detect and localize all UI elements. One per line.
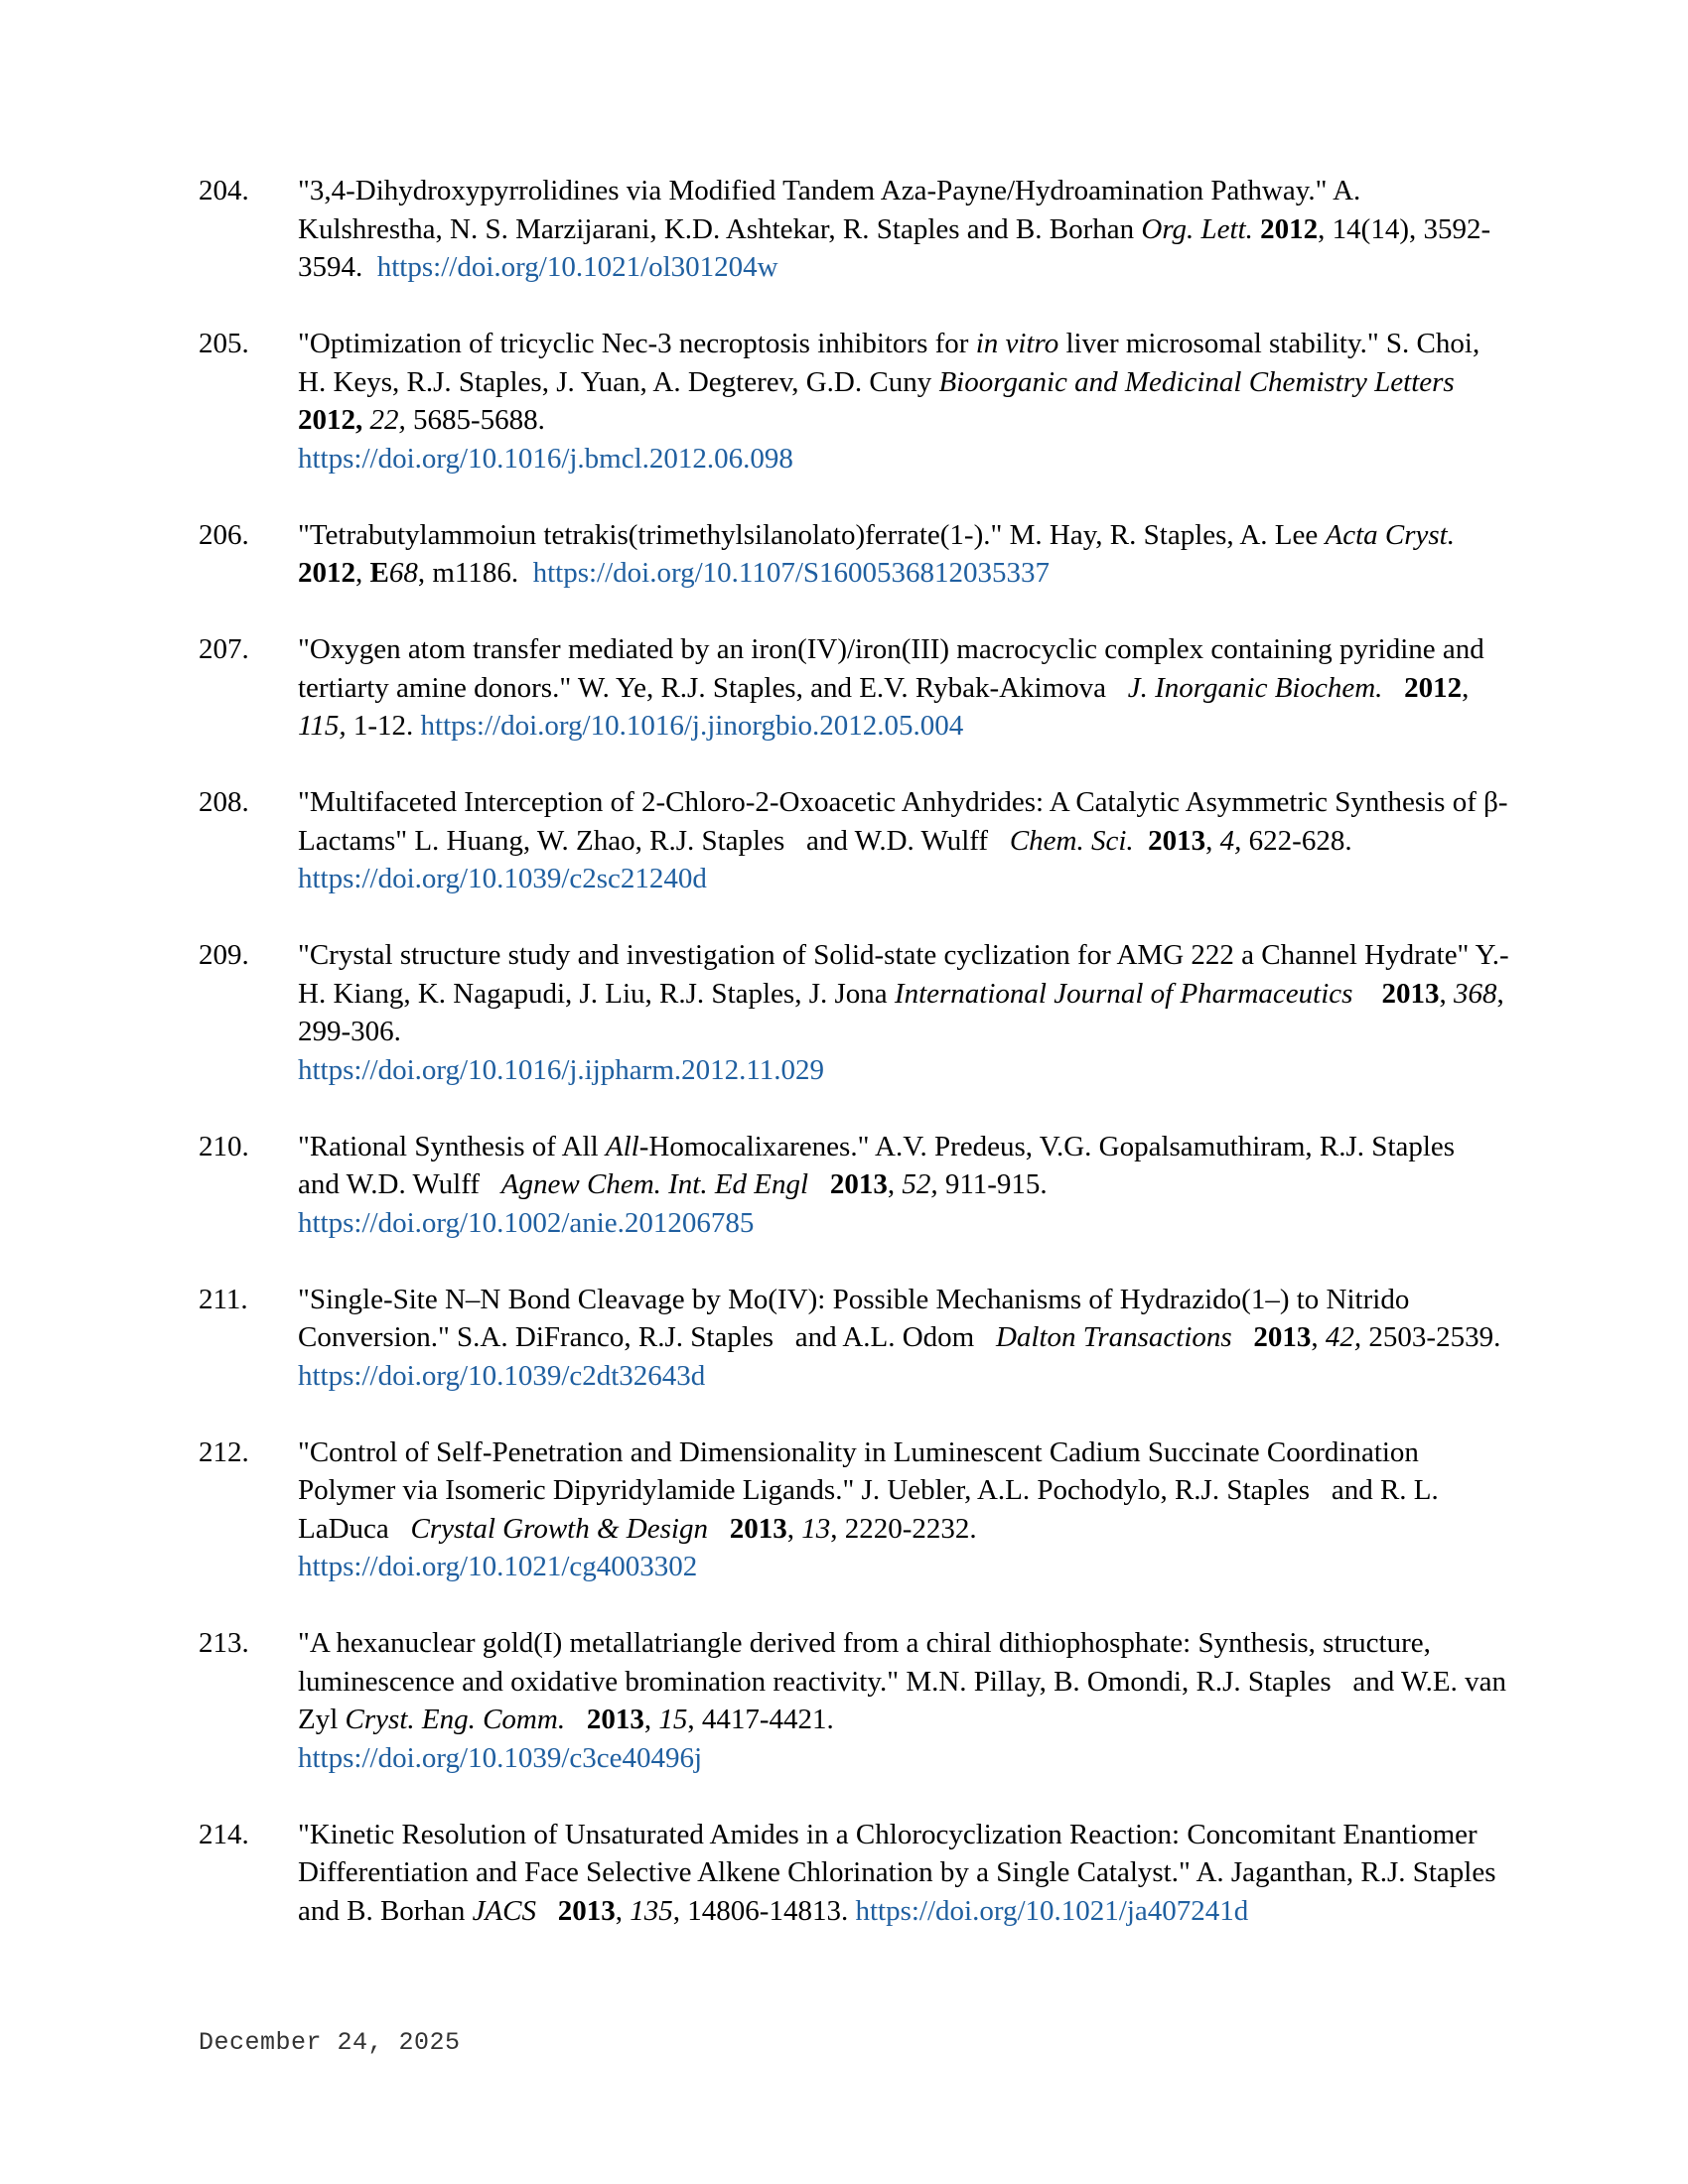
citation-year: E — [369, 557, 389, 589]
reference-citation — [298, 1624, 1514, 1777]
reference-citation — [298, 630, 1509, 746]
citation-year: 2012 — [298, 557, 355, 589]
citation-text: 5685-5688. — [405, 404, 553, 436]
reference-citation — [298, 1281, 1509, 1396]
citation-text: "Optimization of tricyclic Nec-3 necroptosis inhibitors for — [298, 328, 976, 359]
reference-citation — [298, 783, 1509, 898]
citation-italic-text: All — [605, 1130, 639, 1162]
citation-year: 2013 — [557, 1894, 616, 1927]
citation-year: 2013 — [729, 1512, 787, 1545]
citation-italic-text: 42, — [1325, 1321, 1362, 1353]
doi-link[interactable]: https://doi.org/10.1002/anie.201206785 — [298, 1206, 755, 1239]
reference-item — [199, 1624, 1514, 1777]
reference-number: 214. — [199, 1818, 249, 1850]
citation-text: , — [1439, 977, 1454, 1010]
citation-text: "Single-Site N–N Bond Cleavage by Mo(IV): Possible Mechanisms of Hydrazido(1–) to Nitrido Conversion." S.A. DiFranco, R.J. Staples and A.L. Odom — [298, 1283, 1417, 1353]
citation-text — [1352, 978, 1381, 1010]
citation-text — [1455, 366, 1462, 398]
reference-citation — [298, 172, 1509, 287]
reference-number: 206. — [199, 518, 249, 551]
citation-italic-text: 368 — [1453, 977, 1497, 1010]
citation-italic-text: Dalton Transactions — [995, 1321, 1232, 1353]
citation-text — [362, 404, 369, 436]
citation-text: "Multifaceted Interception of 2-Chloro-2-Oxoacetic Anhydrides: A Catalytic Asymmetric Synthesis of β-Lactams" L. Huang, W. Zhao, R.J. Staples and W.D. Wulff — [298, 786, 1508, 857]
citation-text: , — [786, 1512, 802, 1545]
reference-number: 204. — [199, 175, 249, 206]
doi-link[interactable]: https://doi.org/10.1016/j.jinorgbio.2012.05.004 — [420, 710, 964, 742]
doi-link[interactable]: https://doi.org/10.1021/cg4003302 — [298, 1551, 698, 1582]
citation-italic-text: JACS — [472, 1894, 537, 1927]
citation-text: 1-12. — [346, 710, 421, 742]
citation-year: 2012, — [298, 404, 363, 436]
reference-citation — [298, 1433, 1509, 1586]
citation-text: "3,4-Dihydroxypyrrolidines via Modified Tandem Aza-Payne/Hydroamination Pathway." A. Kulshrestha, N. S. Marzijarani, K.D. Ashtekar, R. Staples and B. Borhan — [298, 175, 1368, 245]
reference-number: 209. — [199, 939, 249, 971]
reference-item — [199, 325, 1509, 478]
citation-text — [1455, 519, 1462, 551]
citation-year: 2013 — [1381, 977, 1440, 1010]
reference-number: 211. — [199, 1283, 248, 1315]
doi-link[interactable]: https://doi.org/10.1039/c3ce40496j — [298, 1741, 703, 1774]
citation-text: "Control of Self-Penetration and Dimensionality in Luminescent Cadium Succinate Coordination Polymer via Isomeric Dipyridylamide Ligands." J. Uebler, A.L. Pochodylo, R.J. Staples and R. L. LaDuca — [298, 1435, 1447, 1545]
citation-text: , — [1462, 671, 1477, 704]
citation-text: , 14(14), 3592-3594. — [298, 212, 1491, 283]
citation-text: , 4417-4421. — [687, 1704, 841, 1735]
citation-text — [1134, 825, 1149, 857]
citation-italic-text: 52, — [902, 1168, 938, 1200]
citation-text: liver microsomal stability." S. Choi, H. Keys, R.J. Staples, J. Yuan, A. Degterev, G.D. Cuny — [298, 328, 1487, 398]
citation-text: , — [643, 1704, 659, 1735]
citation-italic-text: Bioorganic and Medicinal Chemistry Letters — [938, 365, 1455, 398]
reference-number: 210. — [199, 1130, 249, 1162]
citation-text: 911-915. — [937, 1168, 1055, 1200]
reference-citation — [298, 516, 1509, 593]
reference-citation — [298, 325, 1509, 478]
citation-italic-text: J. Inorganic Biochem. — [1127, 671, 1383, 704]
citation-italic-text: 22, — [369, 404, 406, 436]
doi-link[interactable]: https://doi.org/10.1021/ol301204w — [376, 251, 778, 283]
citation-text: , — [887, 1168, 903, 1200]
citation-italic-text: Chem. Sci. — [1009, 824, 1134, 857]
citation-italic-text: Cryst. Eng. Comm. — [345, 1704, 566, 1735]
reference-item — [199, 936, 1509, 1089]
citation-text: , 14806-14813. — [672, 1894, 856, 1927]
citation-year: 2013 — [586, 1704, 644, 1735]
reference-item — [199, 1281, 1509, 1396]
citation-text: , m1186. — [417, 557, 533, 589]
citation-text — [565, 1704, 587, 1735]
reference-item — [199, 783, 1509, 898]
reference-item — [199, 172, 1509, 287]
citation-text — [708, 1513, 730, 1545]
doi-link[interactable]: https://doi.org/10.1016/j.bmcl.2012.06.098 — [298, 442, 793, 475]
reference-item — [199, 516, 1509, 593]
citation-text: , — [1205, 824, 1220, 857]
citation-year: 2013 — [1148, 824, 1206, 857]
citation-year: 2012 — [1260, 212, 1319, 245]
doi-link[interactable]: https://doi.org/10.1021/ja407241d — [855, 1894, 1249, 1927]
reference-item — [199, 630, 1509, 746]
citation-text: "Crystal structure study and investigation of Solid-state cyclization for AMG 222 a Channel Hydrate" Y.-H. Kiang, K. Nagapudi, J. Liu, R.J. Staples, J. Jona — [298, 939, 1509, 1010]
citation-text: , — [355, 557, 370, 589]
reference-item — [199, 1433, 1509, 1586]
citation-italic-text: Org. Lett. — [1141, 212, 1253, 245]
reference-number: 205. — [199, 328, 249, 359]
reference-citation — [298, 1128, 1509, 1243]
citation-text: -Homocalixarenes." A.V. Predeus, V.G. Gopalsamuthiram, R.J. Staples and W.D. Wulff — [298, 1130, 1477, 1200]
reference-item — [199, 1816, 1518, 1931]
citation-text: , — [1311, 1321, 1326, 1353]
citation-italic-text: International Journal of Pharmaceutics — [894, 977, 1353, 1010]
reference-list — [199, 172, 1518, 1969]
reference-citation — [298, 936, 1509, 1089]
reference-item — [199, 1128, 1509, 1243]
citation-italic-text: 4, — [1219, 824, 1242, 857]
citation-text: "A hexanuclear gold(I) metallatriangle derived from a chiral dithiophosphate: Synthesis, structure, luminescence and oxidative bromination reactivity." M.N. Pillay, B. Omondi, R.J. Staples and W.E. van Zyl — [298, 1627, 1514, 1735]
reference-number: 207. — [199, 633, 249, 665]
citation-text: "Kinetic Resolution of Unsaturated Amides in a Chlorocyclization Reaction: Concomitant Enantiomer Differentiation and Face Selective Alkene Chlorination by a Single Catalyst." A. Jaganthan, R.J. Staples and B. Borhan — [298, 1818, 1518, 1927]
reference-number: 212. — [199, 1435, 249, 1468]
citation-italic-text: 13 — [801, 1512, 831, 1545]
reference-number: 208. — [199, 786, 249, 818]
citation-text: , 299-306. — [298, 977, 1511, 1047]
citation-italic-text: in vitro — [975, 328, 1059, 359]
citation-text: "Rational Synthesis of All — [298, 1130, 606, 1162]
citation-italic-text: 68 — [388, 557, 418, 589]
citation-text — [536, 1895, 558, 1927]
doi-link[interactable]: https://doi.org/10.1107/S1600536812035337 — [532, 557, 1051, 589]
citation-italic-text: Acta Cryst. — [1325, 518, 1455, 551]
citation-text — [1232, 1321, 1254, 1353]
citation-italic-text: 15 — [658, 1704, 688, 1735]
doi-link[interactable]: https://doi.org/10.1039/c2sc21240d — [298, 863, 707, 894]
doi-link[interactable]: https://doi.org/10.1016/j.ijpharm.2012.11.029 — [298, 1053, 825, 1086]
citation-text — [808, 1168, 830, 1200]
doi-link[interactable]: https://doi.org/10.1039/c2dt32643d — [298, 1359, 706, 1392]
citation-italic-text: Crystal Growth & Design — [410, 1512, 708, 1545]
citation-text: "Oxygen atom transfer mediated by an iron(IV)/iron(III) macrocyclic complex containing pyridine and tertiarty amine donors." W. Ye, R.J. Staples, and E.V. Rybak-Akimova — [298, 633, 1492, 704]
citation-year: 2012 — [1404, 671, 1463, 704]
citation-text: , 2220-2232. — [830, 1512, 984, 1545]
citation-italic-text: Agnew Chem. Int. Ed Engl — [500, 1168, 809, 1200]
citation-text: "Tetrabutylammoiun tetrakis(trimethylsilanolato)ferrate(1-)." M. Hay, R. Staples, A. Lee — [298, 518, 1326, 551]
citation-italic-text: 135 — [630, 1894, 673, 1927]
reference-citation — [298, 1816, 1518, 1931]
citation-year: 2013 — [1253, 1321, 1312, 1353]
citation-text: 622-628. — [1241, 824, 1359, 857]
citation-text: 2503-2539. — [1361, 1321, 1508, 1353]
citation-year: 2013 — [829, 1168, 888, 1200]
citation-text: , — [615, 1894, 631, 1927]
reference-number: 213. — [199, 1627, 249, 1659]
footer-date: December 24, 2025 — [199, 2028, 461, 2057]
citation-text — [1382, 672, 1404, 704]
citation-italic-text: 115, — [298, 710, 347, 742]
